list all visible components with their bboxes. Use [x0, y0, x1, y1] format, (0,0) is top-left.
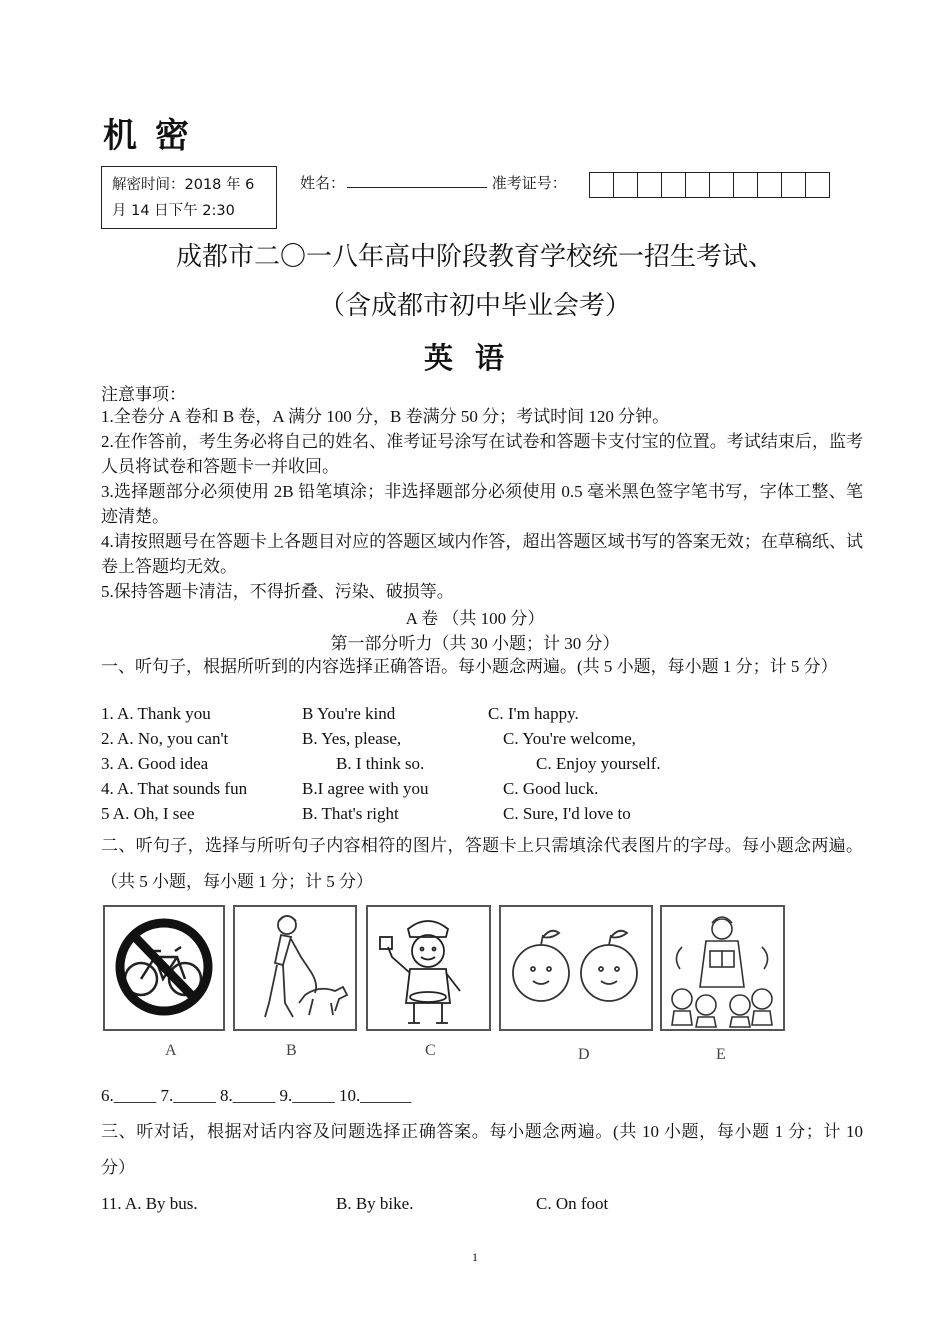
question-1-a: 1. A. Thank you [101, 704, 211, 723]
page-number: 1 [472, 1250, 478, 1264]
decrypt-time-line2: 月 14 日下午 2:30 [112, 203, 235, 219]
exam-subtitle: （含成都市初中毕业会考） [318, 291, 631, 321]
question-4-c: C. Good luck. [503, 779, 599, 798]
question-5-b: B. That's right [302, 804, 399, 823]
question-3-a: 3. A. Good idea [101, 754, 209, 773]
walking-dog-icon [235, 907, 355, 1029]
question-11-c: C. On foot [536, 1194, 609, 1213]
id-label: 准考证号： [491, 174, 567, 192]
question-5-a: 5 A. Oh, I see [101, 804, 195, 823]
picture-oranges [499, 905, 653, 1031]
picture-label: C [425, 1042, 436, 1059]
note-item: 1.全卷分 A 卷和 B 卷，A 满分 100 分，B 卷满分 50 分；考试时间 120 分钟。 [101, 407, 670, 426]
question-4-a: 4. A. That sounds fun [101, 779, 248, 798]
q1-instructions: 一、听句子，根据所听到的内容选择正确答语。每小题念两遍。(共 5 小题，每小题 1 分；计 5 分） [101, 657, 838, 676]
picture-label: E [716, 1046, 726, 1063]
q2-instructions: 二、听句子，选择与所听句子内容相符的图片，答题卡上只需填涂代表图片的字母。每小题念两遍。（共 5 小题，每小题 1 分；计 5 分） [101, 836, 863, 891]
picture-reading-story [660, 905, 785, 1031]
no-bicycle-icon [105, 907, 223, 1029]
note-item: 5.保持答题卡清洁，不得折叠、污染、破损等。 [101, 582, 454, 601]
volume-heading: A 卷 （共 100 分） [405, 609, 545, 628]
exam-id-boxes[interactable] [590, 172, 830, 198]
q3-instructions: 三、听对话，根据对话内容及问题选择正确答案。每小题念两遍。(共 10 小题，每小题 1 分；计 10 分） [101, 1122, 863, 1177]
picture-cook [366, 905, 491, 1031]
picture-no-bicycle [103, 905, 225, 1031]
subject-title: 英语 [423, 341, 526, 375]
name-label: 姓名： [300, 174, 346, 192]
picture-label: B [286, 1042, 297, 1059]
name-blank[interactable] [347, 173, 487, 188]
question-4-b: B.I agree with you [302, 779, 429, 798]
question-2-c: C. You're welcome, [503, 729, 636, 748]
note-item: 2.在作答前，考生务必将自己的姓名、准考证号涂写在试卷和答题卡支付宝的位置。考试结束后，监考人员将试卷和答题卡一并收回。 [101, 432, 863, 476]
picture-walking-dog [233, 905, 357, 1031]
decrypt-time-line1: 解密时间：2018 年 6 [112, 177, 255, 193]
part-heading: 第一部分听力（共 30 小题；计 30 分） [330, 634, 620, 653]
answer-blanks-6-10[interactable]: 6._____ 7._____ 8._____ 9._____ 10.______ [101, 1086, 412, 1105]
cook-icon [368, 907, 489, 1029]
secret-mark: 机密 [103, 116, 207, 156]
question-1-c: C. I'm happy. [488, 704, 579, 723]
note-item: 3.选择题部分必须使用 2B 铅笔填涂；非选择题部分必须使用 0.5 毫米黑色签字笔书写，字体工整、笔迹清楚。 [101, 482, 863, 526]
storytelling-icon [662, 907, 783, 1029]
notes-heading: 注意事项： [101, 385, 186, 404]
question-3-c: C. Enjoy yourself. [536, 754, 661, 773]
question-11-a: 11. A. By bus. [101, 1194, 198, 1213]
picture-label: D [578, 1046, 590, 1063]
question-11-b: B. By bike. [336, 1194, 414, 1213]
question-5-c: C. Sure, I'd love to [503, 804, 631, 823]
exam-title: 成都市二〇一八年高中阶段教育学校统一招生考试、 [175, 242, 774, 272]
question-3-b: B. I think so. [336, 754, 425, 773]
oranges-icon [501, 907, 651, 1029]
question-1-b: B You're kind [302, 704, 396, 723]
question-2-b: B. Yes, please, [302, 729, 402, 748]
question-2-a: 2. A. No, you can't [101, 729, 229, 748]
name-field [300, 172, 567, 193]
picture-label: A [165, 1042, 177, 1059]
decrypt-time-box [101, 166, 277, 229]
note-item: 4.请按照题号在答题卡上各题目对应的答题区域内作答，超出答题区域书写的答案无效；在草稿纸、试卷上答题均无效。 [101, 532, 863, 576]
